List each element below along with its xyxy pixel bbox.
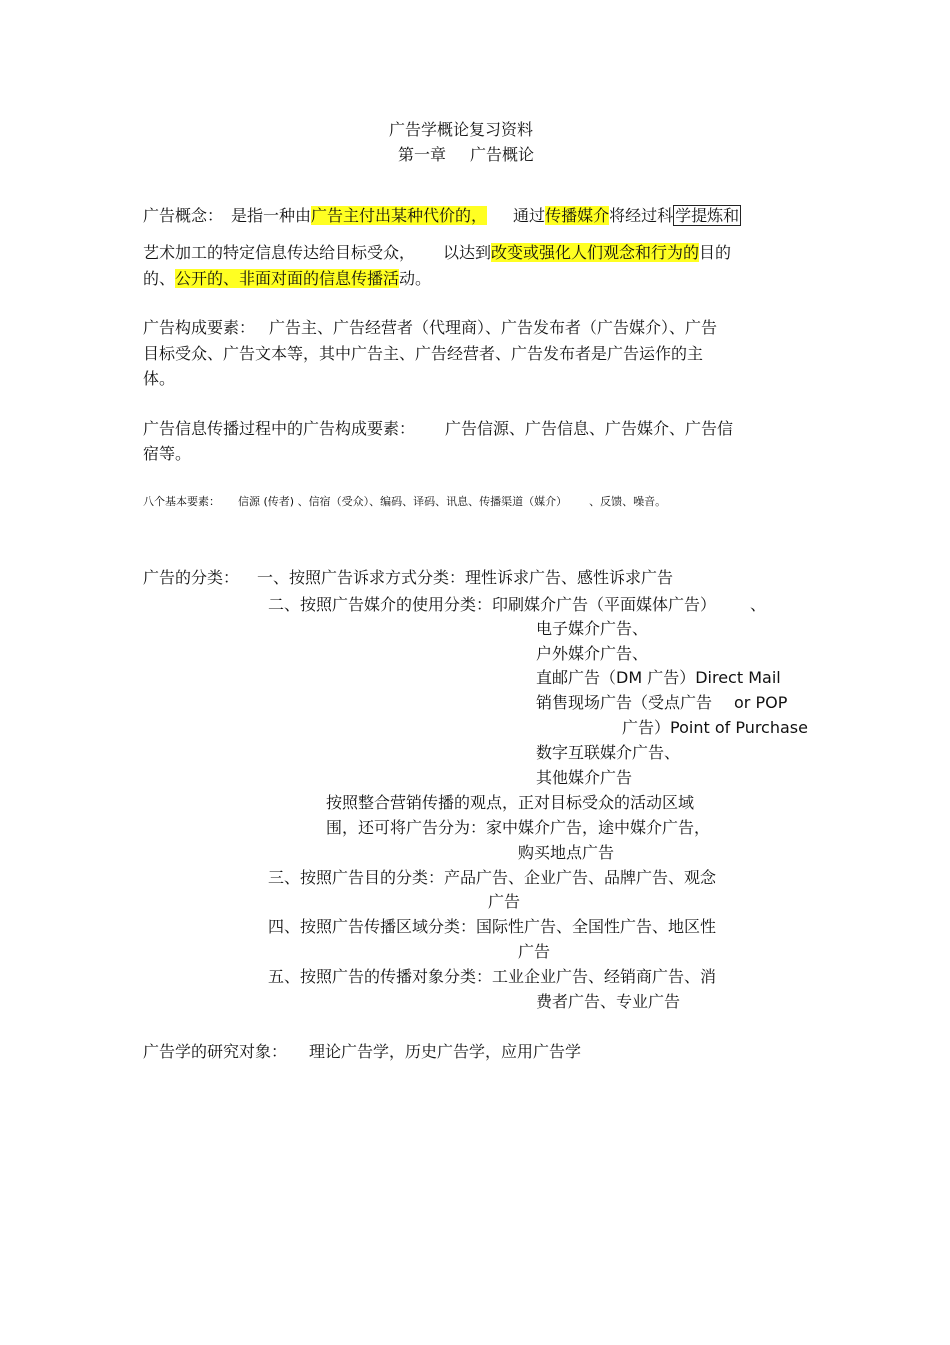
- research-text: 理论广告学，历史广告学，应用广告学: [309, 1042, 582, 1061]
- highlight-advertiser-cost: 广告主付出某种代价的，: [311, 206, 488, 225]
- elements-line-3: 体。: [143, 369, 176, 388]
- highlight-public-communication: 公开的、非面对面的信息传播活: [175, 269, 400, 288]
- concept-text: 目的: [699, 243, 732, 262]
- classification-item-5: 五、按照广告的传播对象分类：工业企业广告、经销商广告、消: [268, 967, 717, 986]
- concept-text: 以达到: [443, 243, 492, 262]
- classification-item-3: 三、按照广告目的分类：产品广告、企业广告、品牌广告、观念: [268, 868, 717, 887]
- media-item-direct-mail-cn: 直邮广告（DM 广告）: [536, 668, 696, 687]
- elements-label: 广告构成要素：: [143, 318, 256, 337]
- concept-line-2: [143, 242, 731, 264]
- media-item-other: 其他媒介广告: [536, 768, 633, 787]
- media-item-pop-continued: 广告）Point of Purchase: [622, 718, 808, 737]
- media-item-pop-cn: 销售现场广告（受点广告: [536, 693, 713, 712]
- concept-text: 通过: [513, 206, 546, 225]
- research-line: [143, 1041, 581, 1063]
- classification-item-1: 一、按照广告诉求方式分类：理性诉求广告、感性诉求广告: [257, 568, 674, 587]
- classification-item-2: [268, 594, 766, 616]
- imc-line-3: 购买地点广告: [518, 843, 615, 862]
- concept-line-1: [143, 205, 741, 227]
- imc-line-2: 围，还可将广告分为：家中媒介广告，途中媒介广告，: [326, 818, 711, 837]
- chapter-heading: [398, 144, 534, 166]
- classification-label: 广告的分类：: [143, 568, 240, 587]
- concept-text: 的、: [143, 269, 176, 288]
- elements-text: 、广告: [669, 318, 718, 337]
- elements-line-2: 目标受众、广告文本等，其中广告主、广告经营者、广告发布者是广告运作的主: [143, 344, 704, 363]
- classification-item-2-tail: 、: [750, 595, 767, 614]
- media-item-outdoor: 户外媒介广告、: [536, 644, 649, 663]
- highlight-media: 传播媒介: [545, 206, 610, 225]
- eight-elements-label: 八个基本要素：: [143, 495, 220, 508]
- classification-item-4-continued: 广告: [518, 942, 551, 961]
- classification-item-4: 四、按照广告传播区域分类：国际性广告、全国性广告、地区性: [268, 917, 717, 936]
- media-item-pop-en: or POP: [734, 693, 788, 712]
- chapter-title: 广告概论: [470, 145, 535, 164]
- media-item-digital: 数字互联媒介广告、: [536, 743, 681, 762]
- process-text: 广告信源、广告信息、广告媒介、广告信: [445, 419, 734, 438]
- concept-text: 艺术加工的特定信息传达给目标受众，: [143, 243, 416, 262]
- media-item-direct-mail: [536, 667, 781, 689]
- process-label: 广告信息传播过程中的广告构成要素：: [143, 419, 416, 438]
- process-line-1: [143, 418, 733, 440]
- eight-elements-text: 信源 (传者) 、信宿（受众）、编码、译码、讯息、传播渠道（媒介）: [238, 495, 568, 508]
- classification-item-2-text: 二、按照广告媒介的使用分类：印刷媒介广告（平面媒体广告）: [268, 595, 717, 614]
- elements-text: 广告主、广告经营者（代理商）: [269, 318, 486, 337]
- concept-label: 广告概念：: [143, 206, 224, 225]
- boxed-text: 学提炼和: [675, 206, 740, 225]
- concept-text: 是指一种由: [231, 206, 312, 225]
- highlight-change-ideas: 改变或强化人们观念和行为的: [491, 243, 700, 262]
- chapter-number: 第一章: [398, 145, 447, 164]
- concept-text: 将经过科: [609, 206, 674, 225]
- research-label: 广告学的研究对象：: [143, 1042, 288, 1061]
- classification-item-3-continued: 广告: [488, 892, 521, 911]
- media-item-pop: [536, 692, 787, 714]
- concept-line-3: [143, 268, 431, 290]
- media-item-electronic: 电子媒介广告、: [536, 619, 649, 638]
- classification-line-1: [143, 567, 673, 589]
- elements-line-1: [143, 317, 717, 339]
- doc-title: 广告学概论复习资料: [389, 120, 534, 139]
- media-item-direct-mail-en: Direct Mail: [695, 668, 781, 687]
- eight-elements-text: 、反馈、噪音。: [589, 495, 667, 508]
- elements-text: 、广告发布者（广告媒介）: [485, 318, 670, 337]
- concept-text: 动。: [399, 269, 432, 288]
- eight-elements-line: [143, 494, 666, 510]
- imc-line-1: 按照整合营销传播的观点，正对目标受众的活动区域: [326, 793, 695, 812]
- classification-item-5-continued: 费者广告、专业广告: [536, 992, 681, 1011]
- process-line-2: 宿等。: [143, 444, 192, 463]
